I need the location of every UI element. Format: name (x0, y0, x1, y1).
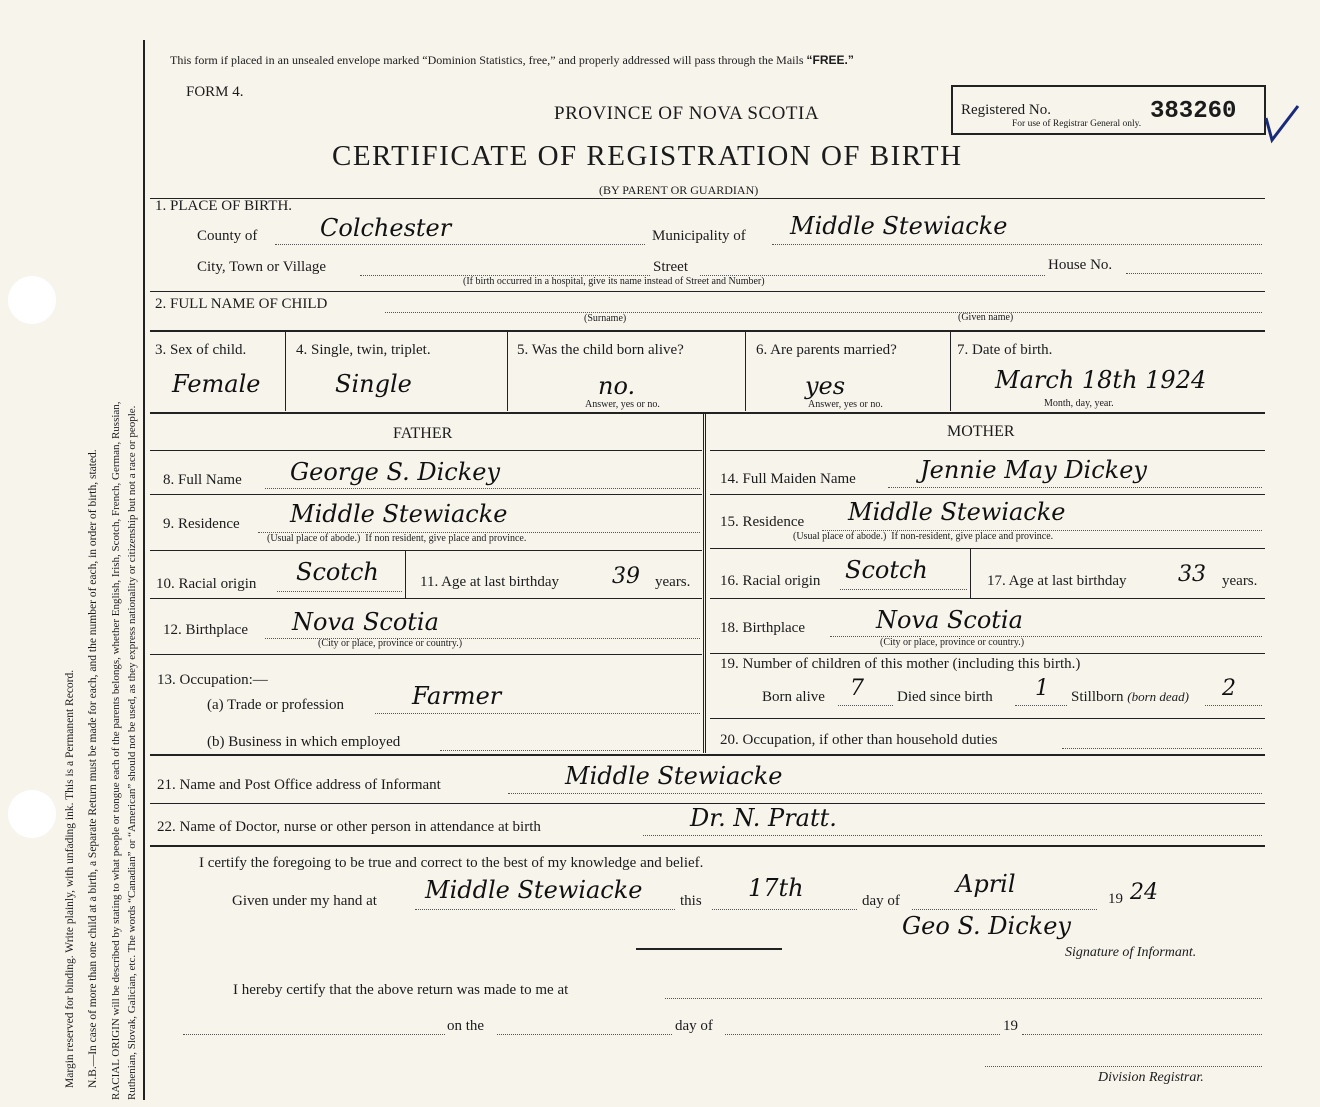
mother-rule-2 (710, 548, 1265, 549)
mother-birthplace-label: 18. Birthplace (720, 620, 805, 636)
father-name-label: 8. Full Name (163, 472, 242, 488)
col-divider-4 (507, 331, 508, 411)
married-value: yes (805, 372, 846, 400)
day-value: 17th (748, 874, 804, 902)
father-residence-label: 9. Residence (163, 516, 240, 532)
informant-line (508, 793, 1262, 794)
mother-occupation-label: 20. Occupation, if other than household duties (720, 732, 998, 748)
col-divider-6 (950, 331, 951, 411)
house-line (1126, 273, 1262, 274)
father-age-label: 11. Age at last birthday (420, 574, 559, 590)
rule-top (150, 198, 1265, 199)
single-value: Single (335, 370, 412, 398)
father-birthplace-value: Nova Scotia (292, 608, 439, 636)
single-label: 4. Single, twin, triplet. (296, 342, 431, 358)
doctor-value: Dr. N. Pratt. (690, 804, 837, 832)
stillborn-value: 2 (1222, 676, 1236, 701)
father-racial-value: Scotch (296, 558, 379, 586)
mail-notice: This form if placed in an unsealed envelope marked “Dominion Statistics, free,” and properly addressed will pass through the Mails “FREE.” (170, 53, 854, 67)
registrar-line-c (725, 1034, 1000, 1035)
mother-rule-5 (710, 718, 1265, 719)
day-line (712, 909, 857, 910)
died-label: Died since birth (897, 689, 993, 705)
father-age-unit: years. (655, 574, 691, 590)
year-prefix: 19 (1108, 891, 1123, 907)
father-mother-divider (703, 413, 706, 753)
hospital-note: (If birth occurred in a hospital, give its name instead of Street and Number) (463, 276, 765, 287)
father-residence-value: Middle Stewiacke (290, 500, 508, 528)
rule-6 (150, 845, 1265, 847)
alive-note: Answer, yes or no. (585, 399, 660, 410)
sex-label: 3. Sex of child. (155, 342, 247, 358)
this-label: this (680, 893, 702, 909)
mother-birthplace-value: Nova Scotia (876, 606, 1023, 634)
father-residence-note: (Usual place of abode.) If non resident, give place and province. (267, 533, 527, 544)
father-rule-3 (150, 598, 702, 599)
check-mark-icon (1262, 98, 1302, 149)
child-name-label: 2. FULL NAME OF CHILD (155, 296, 328, 312)
month-value: April (956, 870, 1016, 898)
died-value: 1 (1035, 676, 1049, 701)
county-line (275, 244, 645, 245)
day-of-label-2: day of (675, 1018, 713, 1034)
born-alive-line (838, 705, 893, 706)
rule-1 (150, 291, 1265, 292)
alive-label: 5. Was the child born alive? (517, 342, 684, 358)
mother-residence-note: (Usual place of abode.) If non-resident, give place and province. (793, 531, 1054, 542)
registrar-line-a (183, 1034, 445, 1035)
mother-name-line (888, 487, 1262, 488)
doctor-line (643, 835, 1262, 836)
mother-racial-label: 16. Racial origin (720, 573, 821, 589)
married-label: 6. Are parents married? (756, 342, 897, 358)
binding-margin-rule (143, 40, 145, 1100)
mother-rule-1 (710, 494, 1265, 495)
mother-rule-3 (710, 598, 1265, 599)
informant-label: 21. Name and Post Office address of Informant (157, 777, 441, 793)
father-business-label: (b) Business in which employed (207, 734, 401, 750)
given-label: Given under my hand at (232, 893, 377, 909)
given-place-value: Middle Stewiacke (425, 876, 643, 904)
side-note-2: N.B.—In case of more than one child at a birth, a Separate Return must be made for each, and the number of each, in order of birth, stated. (87, 449, 99, 1088)
father-business-line (440, 750, 700, 751)
alive-value: no. (598, 372, 636, 400)
died-line (1015, 705, 1067, 706)
division-registrar-label: Division Registrar. (1098, 1070, 1204, 1085)
given-name-note: (Given name) (958, 312, 1014, 323)
registrar-note: For use of Registrar General only. (1012, 119, 1142, 129)
mother-children-label: 19. Number of children of this mother (including this birth.) (720, 656, 1081, 672)
col-divider-3 (285, 331, 286, 411)
municipality-label: Municipality of (652, 228, 746, 244)
province-heading: PROVINCE OF NOVA SCOTIA (554, 103, 820, 124)
mother-name-label: 14. Full Maiden Name (720, 471, 856, 487)
city-label: City, Town or Village (197, 259, 327, 275)
dob-note: Month, day, year. (1044, 398, 1114, 409)
rule-2 (150, 330, 1265, 332)
mother-racial-value: Scotch (845, 556, 928, 584)
municipality-value: Middle Stewiacke (790, 212, 1008, 240)
mother-age-value: 33 (1178, 562, 1206, 587)
informant-signature: Geo S. Dickey (902, 912, 1071, 940)
father-rule-1 (150, 494, 702, 495)
mother-residence-value: Middle Stewiacke (848, 498, 1066, 526)
born-alive-label: Born alive (762, 689, 825, 705)
father-rule-2 (150, 550, 702, 551)
separator-line (636, 948, 782, 950)
father-racial-label: 10. Racial origin (156, 576, 257, 592)
father-rule-head (150, 450, 702, 451)
side-note-4: Ruthenian, Slovak, Galician, etc. The words “Canadian” or “American” should not be used, as they express nationality or citizenship but not a race or people. (126, 405, 138, 1100)
house-label: House No. (1048, 257, 1113, 273)
born-alive-value: 7 (850, 676, 864, 701)
punch-hole-top (8, 276, 56, 324)
certify-statement: I certify the foregoing to be true and correct to the best of my knowledge and belief. (199, 855, 704, 871)
municipality-line (772, 244, 1262, 245)
father-rule-4 (150, 654, 702, 655)
mother-occupation-line (1062, 748, 1262, 749)
father-trade-value: Farmer (412, 682, 502, 710)
year-prefix-2: 19 (1003, 1018, 1018, 1034)
col-divider-5 (745, 331, 746, 411)
doctor-label: 22. Name of Doctor, nurse or other person in attendance at birth (157, 819, 541, 835)
father-age-value: 39 (612, 564, 640, 589)
county-value: Colchester (320, 214, 452, 242)
father-trade-line (375, 713, 700, 714)
side-note-3: RACIAL ORIGIN will be described by stating to what people or tongue each of the parents belongs, whether English, Irish, Scotch, French, German, Russian, (110, 401, 122, 1100)
certificate-title: CERTIFICATE OF REGISTRATION OF BIRTH (332, 140, 963, 172)
mother-name-value: Jennie May Dickey (920, 456, 1147, 484)
county-label: County of (197, 228, 258, 244)
mother-birthplace-note: (City or place, province or country.) (880, 637, 1025, 648)
given-place-line (415, 909, 675, 910)
father-name-line (265, 488, 700, 489)
side-note-1: Margin reserved for binding. Write plainly, with unfading ink. This is a Permanent Record. (64, 669, 76, 1088)
place-of-birth-label: 1. PLACE OF BIRTH. (155, 198, 293, 214)
child-name-line (385, 312, 1262, 313)
mother-rule-4 (710, 653, 1265, 654)
rule-3 (150, 412, 1265, 414)
surname-note: (Surname) (584, 313, 627, 324)
registrar-statement: I hereby certify that the above return was made to me at (233, 982, 569, 998)
on-the-label: on the (447, 1018, 485, 1034)
sex-value: Female (172, 370, 261, 398)
registered-label: Registered No. (961, 102, 1051, 118)
father-racial-line (277, 591, 402, 592)
dob-value: March 18th 1924 (995, 366, 1207, 394)
division-registrar-line (985, 1066, 1262, 1067)
mother-age-unit: years. (1222, 573, 1258, 589)
form-number: FORM 4. (186, 84, 244, 100)
street-label: Street (653, 259, 688, 275)
registrar-line-b (497, 1034, 672, 1035)
mother-rule-head (710, 450, 1265, 451)
stillborn-label: Stillborn (born dead) (1071, 689, 1190, 705)
father-name-value: George S. Dickey (290, 458, 500, 486)
mother-racial-divider (970, 549, 971, 598)
month-line (912, 909, 1097, 910)
mother-age-label: 17. Age at last birthday (987, 573, 1127, 589)
father-trade-label: (a) Trade or profession (207, 697, 345, 713)
year-value: 24 (1130, 880, 1158, 905)
stillborn-line (1205, 705, 1262, 706)
punch-hole-bottom (8, 790, 56, 838)
dob-label: 7. Date of birth. (957, 342, 1053, 358)
day-of-label: day of (862, 893, 900, 909)
registrar-line-d (1022, 1034, 1262, 1035)
father-birthplace-label: 12. Birthplace (163, 622, 248, 638)
married-note: Answer, yes or no. (808, 399, 883, 410)
mother-heading: MOTHER (947, 423, 1015, 440)
father-occupation-label: 13. Occupation:— (157, 672, 268, 688)
mother-racial-line (840, 589, 967, 590)
father-heading: FATHER (393, 425, 453, 442)
signature-label: Signature of Informant. (1065, 945, 1197, 960)
registered-number: 383260 (1150, 98, 1237, 125)
mother-residence-label: 15. Residence (720, 514, 805, 530)
rule-4 (150, 754, 1265, 756)
father-birthplace-note: (City or place, province or country.) (318, 638, 463, 649)
registrar-place-line (665, 998, 1262, 999)
informant-value: Middle Stewiacke (565, 762, 783, 790)
father-racial-divider (405, 551, 406, 598)
certificate-subtitle: (BY PARENT OR GUARDIAN) (599, 183, 759, 197)
